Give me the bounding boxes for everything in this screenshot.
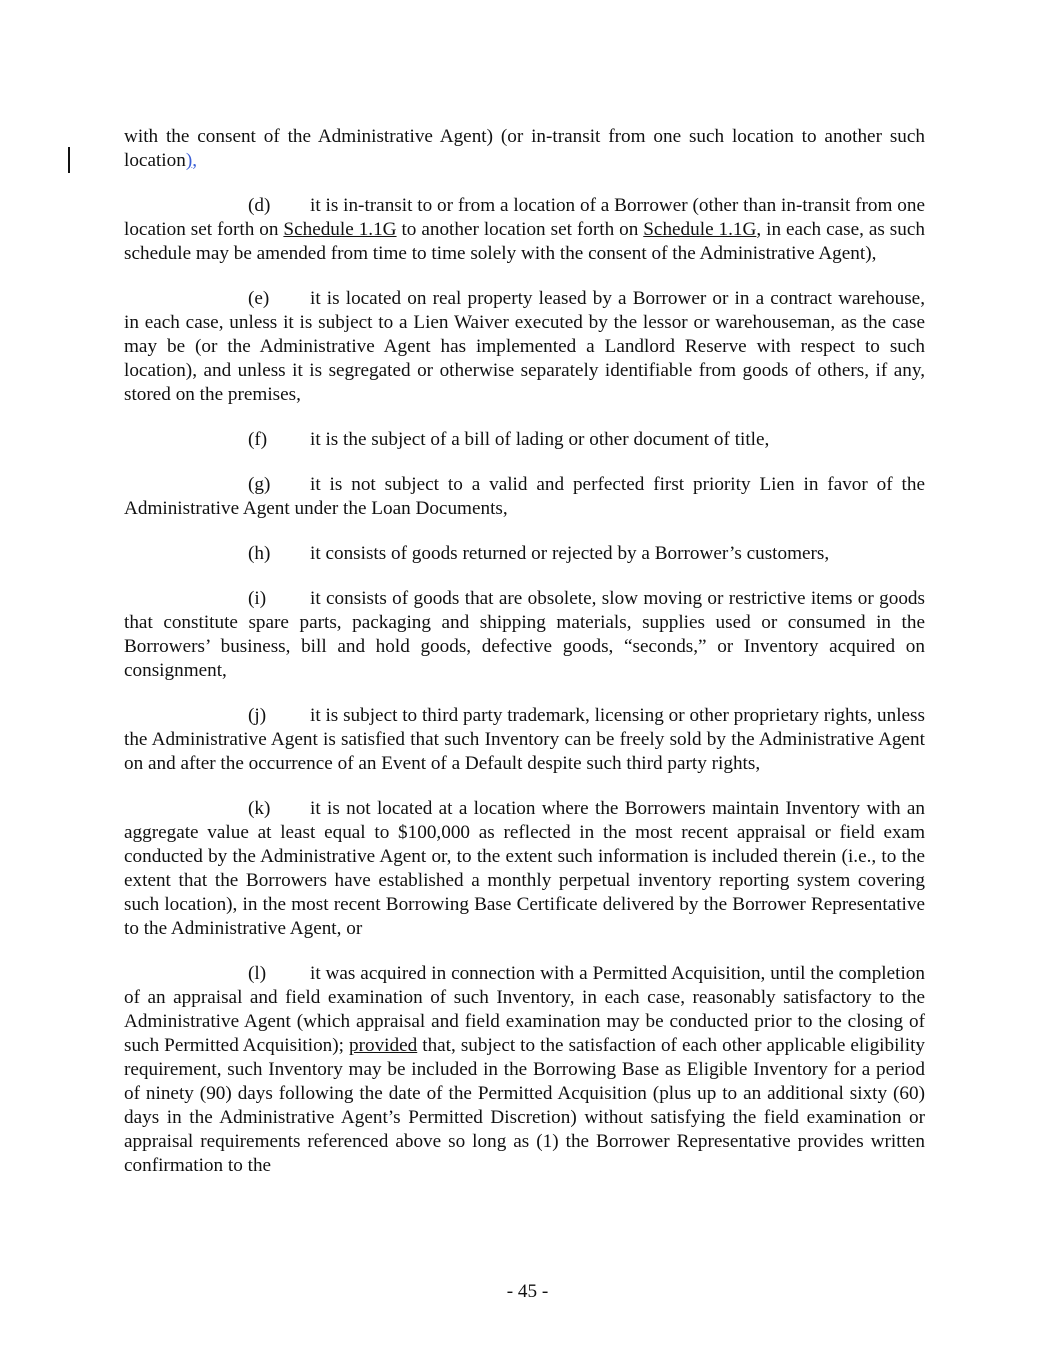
paragraph-g-text: it is not subject to a valid and perfected first priority Lien in favor of the Administrative Agent under the Loan Documents,: [124, 474, 925, 519]
paragraph-i: [124, 587, 925, 683]
schedule-reference-1: Schedule 1.1G: [283, 219, 397, 240]
paragraph-j-text: it is subject to third party trademark, licensing or other proprietary rights, unless the Administrative Agent is satisfied that such Inventory can be freely sold by the Administrative Agent on and after the occurrence of an Event of a Default despite such third party rights,: [124, 705, 925, 774]
paragraph-l-label: (l): [248, 963, 267, 984]
paragraph-e-text: it is located on real property leased by a Borrower or in a contract warehouse, in each case, unless it is subject to a Lien Waiver executed by the lessor or warehouseman, as the case may be (or the Administrative Agent has implemented a Landlord Reserve with respect to such location), and unless it is segregated or otherwise separately identifiable from goods of others, if any, stored on the premises,: [124, 288, 925, 405]
paragraph-d-text-1: it is in-transit to or from a location of a Borrower (other than in-transit from one location set forth on: [124, 195, 925, 240]
paragraph-l-text-2: that, subject to the satisfaction of each other applicable eligibility requirement, such Inventory may be included in the Borrowing Base as Eligible Inventory for a period of ninety (90) days following the date of the Permitted Acquisition (plus up to an additional sixty (60) days in the Administrative Agent’s Permitted Discretion) without satisfying the field examination or appraisal requirements referenced above so long as (1) the Borrower Representative provides written confirmation to the: [124, 1035, 926, 1176]
paragraph-k-label: (k): [248, 798, 271, 819]
revision-change-bar: [68, 147, 70, 173]
paragraph-g: [124, 473, 925, 521]
paragraph-d-text-3: , in each case, as such schedule may be amended from time to time solely with the consent of the Administrative Agent),: [124, 219, 925, 264]
paragraph-i-label: (i): [248, 588, 267, 609]
paragraph-j-label: (j): [248, 705, 267, 726]
document-body: [124, 125, 925, 1199]
paragraph-e: [124, 287, 925, 407]
paragraph-l: [124, 962, 925, 1178]
paragraph-d-label: (d): [248, 195, 271, 216]
provided-term: provided: [349, 1035, 418, 1056]
paragraph-h-label: (h): [248, 543, 271, 564]
paragraph-c-text: with the consent of the Administrative Agent) (or in-transit from one such location to another such location: [124, 126, 925, 171]
paragraph-k-text: it is not located at a location where the Borrowers maintain Inventory with an aggregate value at least equal to $100,000 as reflected in the most recent appraisal or field exam conducted by the Administrative Agent or, to the extent such information is included therein (i.e., to the extent that the Borrowers have established a monthly perpetual inventory reporting system covering such location), in the most recent Borrowing Base Certificate delivered by the Borrower Representative to the Administrative Agent, or: [124, 798, 925, 939]
paragraph-c-continuation: [124, 125, 925, 173]
paragraph-f-text: it is the subject of a bill of lading or other document of title,: [310, 429, 770, 450]
paragraph-d: [124, 194, 925, 266]
revision-mark-comma[interactable]: ,: [192, 150, 197, 171]
schedule-reference-2: Schedule 1.1G: [643, 219, 757, 240]
paragraph-h: [124, 542, 925, 566]
paragraph-i-text: it consists of goods that are obsolete, slow moving or restrictive items or goods that constitute spare parts, packaging and shipping materials, supplies used or consumed in the Borrowers’ business, bill and hold goods, defective goods, “seconds,” or Inventory acquired on consignment,: [124, 588, 925, 681]
paragraph-f: [124, 428, 925, 452]
paragraph-g-label: (g): [248, 474, 271, 495]
paragraph-k: [124, 797, 925, 941]
page-number: - 45 -: [506, 1281, 549, 1302]
paragraph-d-text-2: to another location set forth on: [396, 219, 644, 240]
paragraph-j: [124, 704, 925, 776]
paragraph-h-text: it consists of goods returned or rejected by a Borrower’s customers,: [310, 543, 830, 564]
paragraph-l-text-1: it was acquired in connection with a Permitted Acquisition, until the completion of an appraisal and field examination of such Inventory, in each case, reasonably satisfactory to the Administrative Agent (which appraisal and field examination may be conducted prior to the closing of such Permitted Acquisition);: [124, 963, 925, 1056]
paragraph-f-label: (f): [248, 429, 268, 450]
revision-mark-paren[interactable]: ): [185, 150, 193, 171]
paragraph-e-label: (e): [248, 288, 270, 309]
